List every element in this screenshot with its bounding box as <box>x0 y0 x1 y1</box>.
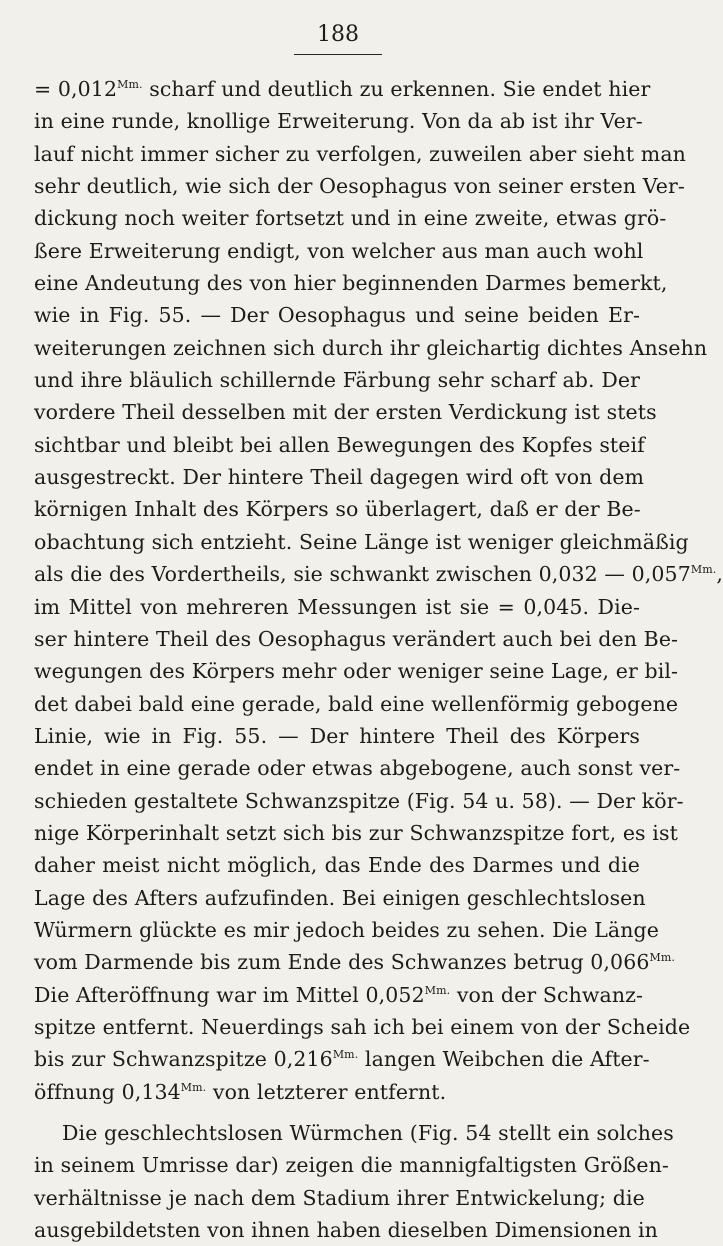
text-line: verhältnisse je nach dem Stadium ihrer Entwickelung; die <box>34 1185 645 1210</box>
text-line: Die Afteröffnung war im Mittel $0,052^{Mm.}$ von der Schwanz- <box>34 982 644 1007</box>
text-line: eine Andeutung des von hier beginnenden Darmes bemerkt, <box>34 271 668 296</box>
text-line: ßere Erweiterung endigt, von welcher aus man auch wohl <box>34 238 644 263</box>
unit-superscript: Mm. <box>690 563 717 577</box>
unit-superscript: Mm. <box>117 78 143 91</box>
unit-superscript: Mm. <box>424 983 451 997</box>
text-line: Lage des Afters aufzufinden. Bei einigen geschlechtslosen <box>34 885 646 910</box>
text-line: spitze entfernt. Neuerdings sah ich bei einem von der Scheide <box>34 1014 691 1039</box>
text-line: sehr deutlich, wie sich der Oesophagus von seiner ersten Ver- <box>34 174 685 199</box>
header-rule <box>294 54 382 55</box>
text-line: Linie, wie in Fig. 55. — Der hintere Theil des Körpers <box>34 723 640 748</box>
text-line: lauf nicht immer sicher zu verfolgen, zuweilen aber sieht man <box>34 141 686 166</box>
text-line: wie in Fig. 55. — Der Oesophagus und seine beiden Er- <box>34 303 640 328</box>
text-line: ausgestreckt. Der hintere Theil dagegen wird oft von dem <box>34 465 645 490</box>
text-line: in seinem Umrisse dar) zeigen die mannigfaltigsten Größen- <box>34 1153 669 1178</box>
text-line: nige Körperinhalt setzt sich bis zur Schwanzspitze fort, es ist <box>34 820 678 845</box>
text-line: ser hintere Theil des Oesophagus verändert auch bei den Be- <box>34 626 679 651</box>
text-line: vom Darmende bis zum Ende des Schwanzes betrug $0,066^{Mm.}$ <box>34 950 675 975</box>
text-line: dickung noch weiter fortsetzt und in eine zweite, etwas grö- <box>34 206 667 231</box>
text-line: daher meist nicht möglich, das Ende des Darmes und die <box>34 853 640 878</box>
text-line: und ihre bläulich schillernde Färbung sehr scharf ab. Der <box>34 368 640 393</box>
page-number: 188 <box>317 22 359 47</box>
text-line: Würmern glückte es mir jedoch beides zu sehen. Die Länge <box>34 917 660 942</box>
text-line: vordere Theil desselben mit der ersten Verdickung ist stets <box>34 400 657 425</box>
text-line: körnigen Inhalt des Körpers so überlagert, daß er der Be- <box>34 497 641 522</box>
unit-superscript: Mm. <box>332 1048 359 1062</box>
text-line: als die des Vordertheils, sie schwankt zwischen 0,032 — $0,057^{Mm.}$, <box>34 562 723 587</box>
text-line: weiterungen zeichnen sich durch ihr gleichartig dichtes Ansehn <box>34 335 708 360</box>
paragraph-gap <box>34 1108 640 1117</box>
text-line: im Mittel von mehreren Messungen ist sie = 0,045. Die- <box>34 594 640 619</box>
unit-superscript: Mm. <box>649 951 675 965</box>
paragraph-2 <box>34 1117 674 1246</box>
text-line: öffnung $0,134^{Mm.}$ von letzterer entfernt. <box>34 1079 447 1104</box>
text-line: in eine runde, knollige Erweiterung. Von da ab ist ihr Ver- <box>34 109 643 134</box>
paragraph-1 <box>34 73 723 1108</box>
text-line: wegungen des Körpers mehr oder weniger seine Lage, er bil- <box>34 659 679 684</box>
text-line: schieden gestaltete Schwanzspitze (Fig. 54 u. 58). — Der kör- <box>34 788 684 813</box>
text-line: ausgebildetsten von ihnen haben dieselben Dimensionen in <box>34 1218 658 1243</box>
text-line: endet in eine gerade oder etwas abgebogene, auch sonst ver- <box>34 756 681 781</box>
text-line: Die geschlechtslosen Würmchen (Fig. 54 stellt ein solches <box>62 1121 674 1145</box>
body-text <box>34 73 723 1246</box>
text-line: obachtung sich entzieht. Seine Länge ist weniger gleichmäßig <box>34 529 689 554</box>
unit-superscript: Mm. <box>180 1080 207 1094</box>
text-line: bis zur Schwanzspitze $0,216^{Mm.}$ langen Weibchen die After- <box>34 1047 650 1072</box>
text-line: sichtbar und bleibt bei allen Bewegungen des Kopfes steif <box>34 432 645 457</box>
text-line: = $0,012^{Mm.}$ scharf und deutlich zu erkennen. Sie endet hier <box>34 77 651 101</box>
text-line: det dabei bald eine gerade, bald eine wellenförmig gebogene <box>34 691 679 716</box>
